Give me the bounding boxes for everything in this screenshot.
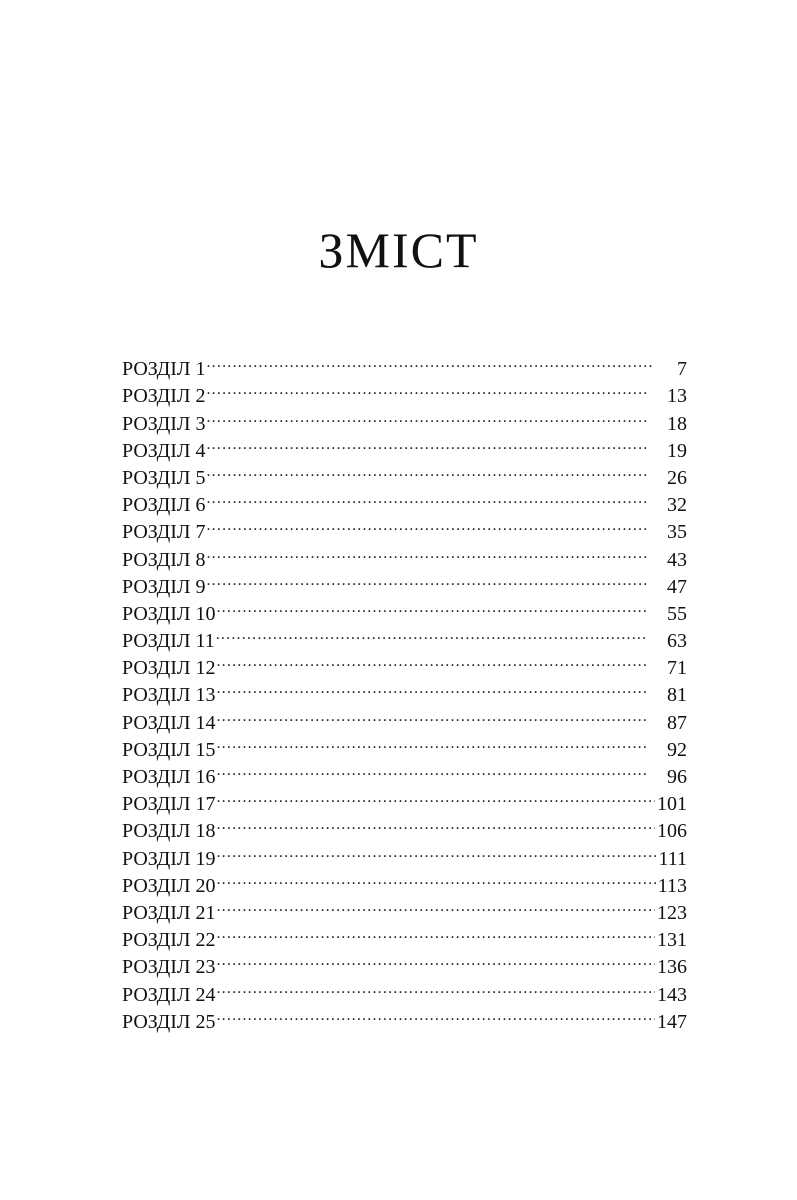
toc-entry-label: РОЗДІЛ 21 — [122, 901, 216, 924]
dot-leader — [215, 865, 655, 892]
toc-entry-page: 96 — [667, 766, 687, 788]
dot-leader — [205, 484, 647, 511]
toc-entry-page: 13 — [667, 385, 687, 408]
toc-entry-label: РОЗДІЛ 20 — [122, 874, 216, 897]
dot-leader — [205, 457, 647, 484]
toc-entry-label: РОЗДІЛ 12 — [122, 657, 216, 680]
toc-entry-page: 18 — [667, 412, 687, 435]
dot-leader — [215, 783, 655, 810]
toc-entry-label: РОЗДІЛ 15 — [122, 738, 216, 761]
toc-entry-label: РОЗДІЛ 8 — [122, 548, 206, 571]
dot-leader — [215, 837, 656, 864]
toc-entry-page: 101 — [657, 793, 687, 816]
toc-entry-page: 71 — [667, 657, 687, 680]
dot-leader — [205, 511, 647, 538]
dot-leader — [215, 674, 647, 701]
toc-entry-label: РОЗДІЛ 6 — [122, 494, 206, 517]
toc-entry-page: 63 — [667, 630, 687, 653]
toc-entry[interactable] — [122, 484, 687, 517]
toc-entry-page: 55 — [667, 602, 687, 625]
toc-entry-page: 35 — [667, 521, 687, 544]
toc-entry-label: РОЗДІЛ 19 — [122, 847, 216, 870]
toc-entry-label: РОЗДІЛ 5 — [122, 466, 206, 489]
toc-entry-page: 92 — [667, 738, 687, 761]
toc-entry-label: РОЗДІЛ 9 — [122, 575, 206, 598]
dot-leader — [205, 566, 647, 593]
toc-entry-page: 111 — [658, 847, 687, 870]
toc-entry-page: 26 — [667, 466, 687, 489]
toc-entry-label: РОЗДІЛ 23 — [122, 956, 216, 979]
toc-entry[interactable] — [122, 457, 687, 489]
toc-entry-page: 143 — [657, 983, 687, 1006]
toc-entry[interactable] — [122, 593, 687, 625]
toc-entry-label: РОЗДІЛ 14 — [122, 711, 216, 734]
toc-entry-label: РОЗДІЛ 17 — [122, 793, 216, 816]
toc-entry-page: 47 — [667, 575, 687, 598]
toc-entry-label: РОЗДІЛ 25 — [122, 1010, 216, 1033]
toc-entry-label: РОЗДІЛ 10 — [122, 602, 216, 625]
dot-leader — [215, 973, 655, 1000]
toc-entry-label: РОЗДІЛ 3 — [122, 412, 206, 435]
dot-leader — [215, 620, 647, 647]
toc-entry-page: 19 — [667, 439, 687, 462]
toc-entry[interactable] — [122, 402, 687, 435]
toc-entry-page: 136 — [657, 956, 687, 979]
dot-leader — [215, 892, 655, 919]
toc-entry-page: 7 — [677, 358, 687, 381]
toc-entry-label: РОЗДІЛ 1 — [122, 358, 206, 381]
dot-leader — [215, 647, 647, 674]
page-title: ЗМІСТ — [318, 222, 479, 278]
dot-leader — [205, 348, 653, 375]
toc-entry-label: РОЗДІЛ 4 — [122, 439, 206, 462]
dot-leader — [215, 919, 655, 946]
dot-leader — [215, 729, 647, 756]
dot-leader — [205, 402, 647, 429]
toc-entry-page: 113 — [657, 874, 687, 897]
toc-entry-label: РОЗДІЛ 22 — [122, 929, 216, 952]
toc-entry-page: 106 — [657, 820, 687, 843]
toc-entry-label: РОЗДІЛ 7 — [122, 521, 206, 544]
toc-entry[interactable] — [122, 511, 687, 544]
toc-entry[interactable] — [122, 430, 687, 462]
toc-entry-label: РОЗДІЛ 16 — [122, 766, 216, 788]
toc-entry-label: РОЗДІЛ 2 — [122, 385, 206, 408]
dot-leader — [215, 810, 655, 837]
toc-entry-label: РОЗДІЛ 18 — [122, 820, 216, 843]
dot-leader — [215, 701, 647, 728]
toc-entry-page: 123 — [657, 901, 687, 924]
toc-entry-label: РОЗДІЛ 24 — [122, 983, 216, 1006]
dot-leader — [205, 430, 647, 457]
toc-entry-page: 147 — [657, 1010, 687, 1033]
dot-leader — [215, 756, 647, 783]
toc-entry[interactable] — [122, 348, 687, 381]
dot-leader — [205, 538, 647, 565]
toc-entry[interactable] — [122, 375, 687, 408]
toc-entry-page: 32 — [667, 494, 687, 517]
toc-entry[interactable] — [122, 538, 687, 571]
toc-entry-page: 43 — [667, 548, 687, 571]
toc-entry-page: 87 — [667, 711, 687, 734]
toc-entry[interactable] — [122, 566, 687, 598]
dot-leader — [215, 593, 647, 620]
toc-entry-label: РОЗДІЛ 13 — [122, 684, 216, 707]
table-of-contents — [122, 348, 687, 1033]
toc-entry-page: 81 — [667, 684, 687, 707]
dot-leader — [215, 946, 655, 973]
toc-entry-label: РОЗДІЛ 11 — [122, 630, 215, 653]
dot-leader — [215, 1001, 655, 1028]
toc-entry-page: 131 — [657, 929, 687, 952]
dot-leader — [205, 375, 647, 402]
